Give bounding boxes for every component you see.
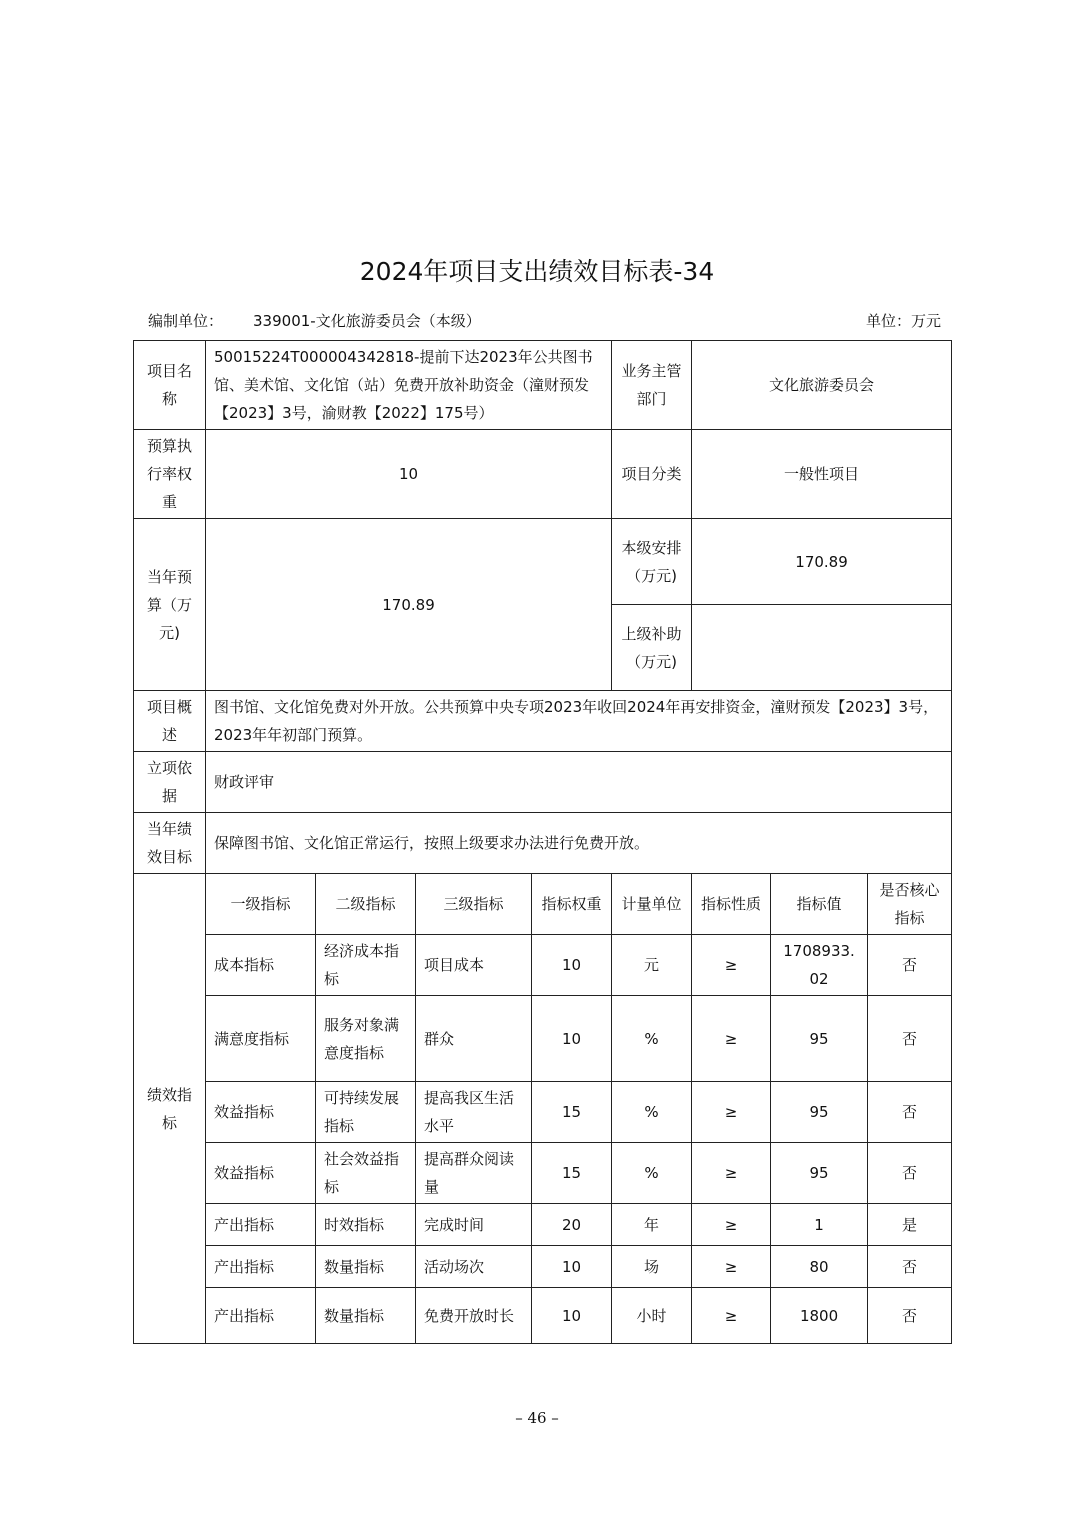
indicator-cell: % — [612, 996, 692, 1082]
indicator-cell: ≥ — [692, 1204, 771, 1246]
indicator-header: 一级指标 — [206, 874, 316, 935]
indicator-cell: 15 — [532, 1082, 612, 1143]
indicator-cell: 20 — [532, 1204, 612, 1246]
indicator-cell: 元 — [612, 935, 692, 996]
indicator-header: 二级指标 — [316, 874, 416, 935]
org-label: 编制单位： — [148, 312, 224, 330]
indicator-cell: 社会效益指标 — [316, 1143, 416, 1204]
indicator-cell: 免费开放时长 — [416, 1288, 532, 1344]
indicator-cell: 提高我区生活水平 — [416, 1082, 532, 1143]
indicator-cell: 年 — [612, 1204, 692, 1246]
page-number: – 46 – — [515, 1409, 559, 1427]
indicator-cell: ≥ — [692, 996, 771, 1082]
indicator-cell: ≥ — [692, 1082, 771, 1143]
exec-weight-value: 10 — [206, 430, 612, 519]
page-title: 2024年项目支出绩效目标表-34 — [359, 257, 715, 286]
performance-table — [133, 340, 952, 1344]
indicator-header: 指标权重 — [532, 874, 612, 935]
indicator-cell: 否 — [868, 1143, 952, 1204]
indicator-header: 指标值 — [771, 874, 868, 935]
basis-value: 财政评审 — [206, 752, 952, 813]
unit-label: 单位：万元 — [865, 312, 941, 330]
indicator-cell: 10 — [532, 1288, 612, 1344]
upper-value — [692, 605, 952, 691]
indicator-cell: ≥ — [692, 935, 771, 996]
indicator-cell: 产出指标 — [206, 1246, 316, 1288]
indicator-cell: 数量指标 — [316, 1246, 416, 1288]
indicator-cell: 1708933.02 — [771, 935, 868, 996]
indicator-cell: 95 — [771, 996, 868, 1082]
local-label: 本级安排（万元) — [612, 519, 692, 605]
indicator-cell: 小时 — [612, 1288, 692, 1344]
org-value: 339001-文化旅游委员会（本级） — [253, 312, 481, 330]
category-label: 项目分类 — [612, 430, 692, 519]
dept-value: 文化旅游委员会 — [692, 341, 952, 430]
indicator-cell: 效益指标 — [206, 1082, 316, 1143]
indicator-cell: % — [612, 1143, 692, 1204]
basis-label: 立项依据 — [134, 752, 206, 813]
indicator-cell: 95 — [771, 1082, 868, 1143]
indicator-cell: ≥ — [692, 1246, 771, 1288]
project-name-value: 50015224T000004342818-提前下达2023年公共图书馆、美术馆、文化馆（站）免费开放补助资金（潼财预发【2023】3号，渝财教【2022】175号） — [206, 341, 612, 430]
indicator-cell: 产出指标 — [206, 1204, 316, 1246]
indicator-cell: 95 — [771, 1143, 868, 1204]
indicator-cell: 10 — [532, 996, 612, 1082]
goal-value: 保障图书馆、文化馆正常运行，按照上级要求办法进行免费开放。 — [206, 813, 952, 874]
indicator-cell: 否 — [868, 1246, 952, 1288]
indicator-cell: 完成时间 — [416, 1204, 532, 1246]
indicator-cell: ≥ — [692, 1143, 771, 1204]
indicator-cell: 经济成本指标 — [316, 935, 416, 996]
indicator-cell: 场 — [612, 1246, 692, 1288]
indicator-cell: 数量指标 — [316, 1288, 416, 1344]
goal-label: 当年绩效目标 — [134, 813, 206, 874]
indicator-cell: 1800 — [771, 1288, 868, 1344]
indicator-header: 指标性质 — [692, 874, 771, 935]
org-line — [148, 310, 481, 331]
indicator-cell: 10 — [532, 1246, 612, 1288]
indicator-cell: 80 — [771, 1246, 868, 1288]
indicator-cell: 否 — [868, 1288, 952, 1344]
indicator-cell: 群众 — [416, 996, 532, 1082]
indicator-header: 计量单位 — [612, 874, 692, 935]
exec-weight-label: 预算执行率权重 — [134, 430, 206, 519]
indicator-header: 三级指标 — [416, 874, 532, 935]
upper-label: 上级补助（万元) — [612, 605, 692, 691]
indicator-header: 是否核心指标 — [868, 874, 952, 935]
category-value: 一般性项目 — [692, 430, 952, 519]
indicator-cell: ≥ — [692, 1288, 771, 1344]
dept-label: 业务主管部门 — [612, 341, 692, 430]
indicator-cell: 项目成本 — [416, 935, 532, 996]
indicator-cell: 15 — [532, 1143, 612, 1204]
indicator-cell: 服务对象满意度指标 — [316, 996, 416, 1082]
indicator-cell: 10 — [532, 935, 612, 996]
indicator-cell: 时效指标 — [316, 1204, 416, 1246]
indicator-cell: 否 — [868, 996, 952, 1082]
indicator-cell: 提高群众阅读量 — [416, 1143, 532, 1204]
indicator-cell: 满意度指标 — [206, 996, 316, 1082]
indicator-cell: 否 — [868, 935, 952, 996]
indicator-cell: 活动场次 — [416, 1246, 532, 1288]
overview-label: 项目概述 — [134, 691, 206, 752]
indicator-label: 绩效指标 — [134, 874, 206, 1344]
indicator-cell: 产出指标 — [206, 1288, 316, 1344]
indicator-cell: 可持续发展指标 — [316, 1082, 416, 1143]
budget-label: 当年预算（万元) — [134, 519, 206, 691]
local-value: 170.89 — [692, 519, 952, 605]
indicator-cell: 成本指标 — [206, 935, 316, 996]
overview-value: 图书馆、文化馆免费对外开放。公共预算中央专项2023年收回2024年再安排资金，潼财预发【2023】3号，2023年年初部门预算。 — [206, 691, 952, 752]
indicator-cell: 是 — [868, 1204, 952, 1246]
project-name-label: 项目名称 — [134, 341, 206, 430]
budget-value: 170.89 — [206, 519, 612, 691]
indicator-cell: % — [612, 1082, 692, 1143]
indicator-cell: 1 — [771, 1204, 868, 1246]
indicator-cell: 否 — [868, 1082, 952, 1143]
indicator-cell: 效益指标 — [206, 1143, 316, 1204]
